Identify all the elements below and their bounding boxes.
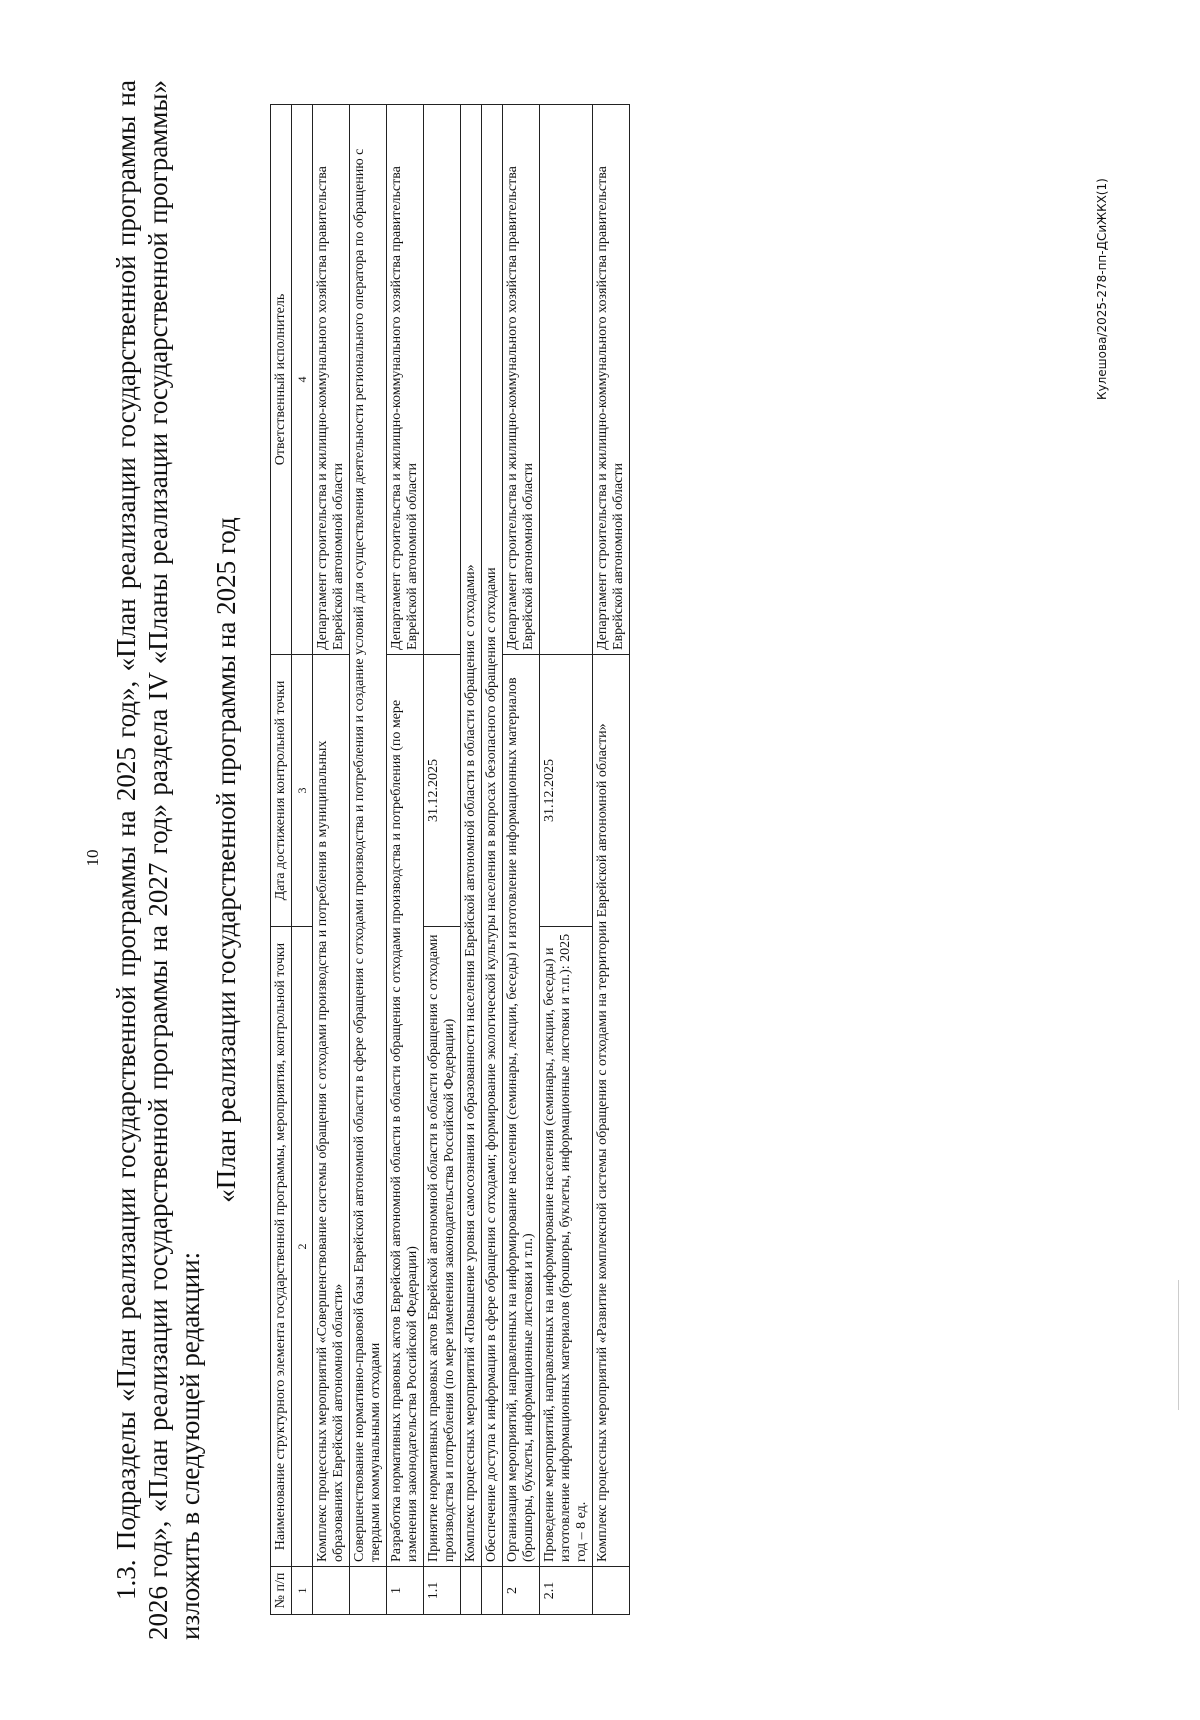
row-num [313,1567,350,1615]
amendment-heading-text: 1.3. Подразделы «План реализации государственной программы на 2025 год», «План реализации государственной программы на 2026 год», «План реализации государственной программы на 2027 год» раздела IV «Планы реализации государственной программы» изложить в следующей редакции: [111,80,205,1640]
amendment-heading [110,80,206,1640]
row-responsible: Департамент строительства и жилищно-коммунального хозяйства правительства Еврейской автономной области [503,105,540,655]
row-date: 31.12.2025 [540,655,593,927]
table-row [350,105,387,1615]
row-responsible: Департамент строительства и жилищно-коммунального хозяйства правительства Еврейской автономной области [387,105,424,655]
column-index: 1 [292,1567,313,1615]
plan-subtitle: «План реализации государственной программы на 2025 год [211,517,241,1203]
row-num [350,1567,387,1615]
table-row [424,105,461,1615]
row-num [593,1567,630,1615]
table-row [461,105,482,1615]
row-section-text: Комплекс процессных мероприятий «Повышение уровня самосознания и образованности населения Еврейской автономной области в области обращения с отходами» [461,105,482,1567]
row-date: 31.12.2025 [424,655,461,927]
page-number: 10 [83,849,102,867]
row-name: Разработка нормативных правовых актов Еврейской автономной области в области обращения с отходами производства и потребления (по мере изменения законодательства Российской Федерации) [387,655,424,1567]
table-row [593,105,630,1615]
table-row [503,105,540,1615]
row-num: 1.1 [424,1567,461,1615]
column-index: 2 [292,927,313,1567]
row-section-text: Совершенствование нормативно-правовой базы Еврейской автономной области в сфере обращения с отходами производства и потребления и создание условий для осуществления деятельности регионального оператора по обращению с твердыми коммунальными отходами [350,105,387,1567]
row-name: Проведение мероприятий, направленных на информирование населения (семинары, лекции, беседы) и изготовление информационных материалов (брошюры, буклеты, информационные листовки и т.п.): 2025 год – 8 ед. [540,927,593,1567]
header-resp: Ответственный исполнитель [271,105,292,655]
row-section-text: Обеспечение доступа к информации в сфере обращения с отходами; формирование экологической культуры населения в вопросах безопасного обращения с отходами [482,105,503,1567]
document-landscape-content [110,80,1200,1640]
document-footer-code: Кулешова/2025-278-пп-ДСиЖКХ(1) [1095,178,1109,400]
column-index: 3 [292,655,313,927]
row-responsible: Департамент строительства и жилищно-коммунального хозяйства правительства Еврейской автономной области [593,105,630,655]
implementation-plan-table [270,104,630,1615]
column-index-row [292,105,313,1615]
column-index: 4 [292,105,313,655]
row-num: 2 [503,1567,540,1615]
row-name: Принятие нормативных правовых актов Еврейской автономной области в области обращения с отходами производства и потребления (по мере изменения законодательства Российской Федерации) [424,927,461,1567]
header-num: № п/п [271,1567,292,1615]
row-name: Организация мероприятий, направленных на информирование населения (семинары, лекции, беседы) и изготовление информационных материалов (брошюры, буклеты, информационные листовки и т.п.) [503,655,540,1567]
row-num: 2.1 [540,1567,593,1615]
row-num [461,1567,482,1615]
header-name: Наименование структурного элемента государственной программы, мероприятия, контрольной точки [271,927,292,1567]
table-body [313,105,630,1615]
table-row [482,105,503,1615]
row-responsible [540,105,593,655]
header-date: Дата достижения контрольной точки [271,655,292,927]
row-num [482,1567,503,1615]
row-responsible [424,105,461,655]
row-name: Комплекс процессных мероприятий «Развитие комплексной системы обращения с отходами на территории Еврейской автономной области» [593,655,630,1567]
table-row [313,105,350,1615]
table-header-row [271,105,292,1615]
table-row [387,105,424,1615]
table-row [540,105,593,1615]
row-name: Комплекс процессных мероприятий «Совершенствование системы обращения с отходами производства и потребления в муниципальных образованиях Еврейской автономной области» [313,655,350,1567]
row-num: 1 [387,1567,424,1615]
row-responsible: Департамент строительства и жилищно-коммунального хозяйства правительства Еврейской автономной области [313,105,350,655]
